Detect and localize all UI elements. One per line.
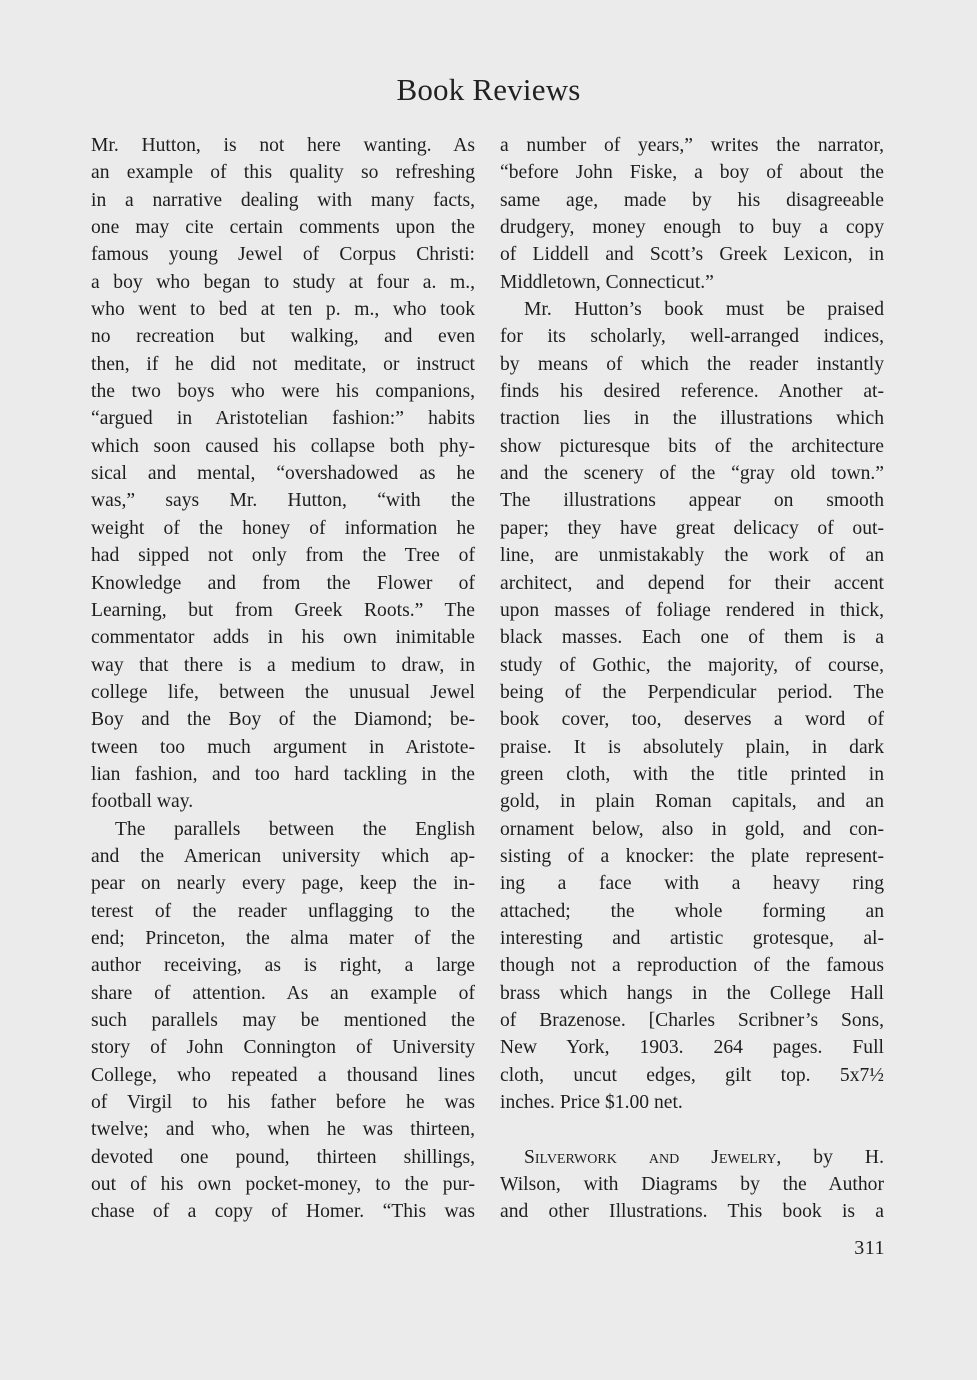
- text-line: for its scholarly, well-arranged indices,: [500, 326, 884, 348]
- text-line: inches. Price $1.00 net.: [500, 1092, 683, 1114]
- text-line: being of the Perpendicular period. The: [500, 681, 884, 703]
- text-line: sisting of a knocker: the plate represent-: [500, 845, 884, 867]
- text-line: and other Illustrations. This book is a: [500, 1201, 884, 1223]
- text-line: famous young Jewel of Corpus Christi:: [91, 244, 475, 266]
- text-line: Boy and the Boy of the Diamond; be-: [91, 709, 475, 731]
- text-line: College, who repeated a thousand lines: [91, 1064, 475, 1086]
- text-line: green cloth, with the title printed in: [500, 763, 884, 785]
- text-line: drudgery, money enough to buy a copy: [500, 217, 884, 239]
- text-line: paper; they have great delicacy of out-: [500, 517, 884, 539]
- left-column: [91, 132, 475, 1226]
- text-line: brass which hangs in the College Hall: [500, 982, 884, 1004]
- text-line: story of John Connington of University: [91, 1037, 475, 1059]
- text-line: a boy who began to study at four a. m.,: [91, 271, 475, 293]
- text-line: lian fashion, and too hard tackling in the: [91, 763, 475, 785]
- text-line: show picturesque bits of the architecture: [500, 435, 884, 457]
- text-line: black masses. Each one of them is a: [500, 627, 884, 649]
- text-line: line, are unmistakably the work of an: [500, 545, 884, 567]
- text-line: devoted one pound, thirteen shillings,: [91, 1146, 475, 1168]
- text-line: share of attention. As an example of: [91, 982, 475, 1004]
- text-line: upon masses of foliage rendered in thick,: [500, 599, 884, 621]
- text-line: finds his desired reference. Another at-: [500, 381, 884, 403]
- text-line: same age, made by his disagreeable: [500, 189, 884, 211]
- text-line: the two boys who were his companions,: [91, 381, 475, 403]
- text-line: ing a face with a heavy ring: [500, 873, 884, 895]
- text-line: had sipped not only from the Tree of: [91, 545, 475, 567]
- text-line: which soon caused his collapse both phy-: [91, 435, 475, 457]
- text-line: then, if he did not meditate, or instruct: [91, 353, 475, 375]
- text-line: who went to bed at ten p. m., who took: [91, 299, 475, 321]
- text-line: Learning, but from Greek Roots.” The: [91, 599, 475, 621]
- text-line: pear on nearly every page, keep the in-: [91, 873, 475, 895]
- right-column: [500, 132, 884, 1226]
- text-line: “before John Fiske, a boy of about the: [500, 162, 884, 184]
- text-line: such parallels may be mentioned the: [91, 1010, 475, 1031]
- page-title: Book Reviews: [396, 72, 581, 107]
- text-line: praise. It is absolutely plain, in dark: [500, 736, 884, 758]
- text-line: chase of a copy of Homer. “This was: [91, 1201, 475, 1223]
- text-line: Wilson, with Diagrams by the Author: [500, 1174, 884, 1196]
- text-line: book cover, too, deserves a word of: [500, 709, 884, 731]
- text-line: study of Gothic, the majority, of course,: [500, 654, 884, 676]
- text-line: college life, between the unusual Jewel: [91, 681, 475, 703]
- text-line: traction lies in the illustrations which: [500, 408, 884, 430]
- review-author-lead: by H.: [781, 1146, 884, 1168]
- text-line: sical and mental, “overshadowed as he: [91, 463, 475, 485]
- text-line: of Virgil to his father before he was: [91, 1092, 475, 1114]
- text-line: The illustrations appear on smooth: [500, 490, 884, 512]
- text-line: a number of years,” writes the narrator,: [500, 135, 884, 156]
- text-line: commentator adds in his own inimitable: [91, 627, 475, 649]
- text-line: ornament below, also in gold, and con-: [500, 818, 884, 840]
- text-line: way that there is a medium to draw, in: [91, 654, 475, 676]
- text-line: author receiving, as is right, a large: [91, 955, 475, 977]
- review-title: Silverwork and Jewelry,: [524, 1146, 782, 1168]
- text-line: cloth, uncut edges, gilt top. 5x7½: [500, 1064, 884, 1086]
- text-line: by means of which the reader instantly: [500, 353, 884, 375]
- text-line: and the scenery of the “gray old town.”: [500, 463, 884, 485]
- text-line: an example of this quality so refreshing: [91, 162, 475, 184]
- text-line: Mr. Hutton, is not here wanting. As: [91, 135, 475, 156]
- text-line: in a narrative dealing with many facts,: [91, 189, 475, 211]
- text-line: interesting and artistic grotesque, al-: [500, 927, 884, 949]
- page-number: 311: [854, 1237, 885, 1259]
- text-line: gold, in plain Roman capitals, and an: [500, 791, 884, 813]
- text-line: The parallels between the English: [115, 818, 475, 840]
- text-line: architect, and depend for their accent: [500, 572, 884, 594]
- text-line: of Brazenose. [Charles Scribner’s Sons,: [500, 1010, 884, 1031]
- text-line: though not a reproduction of the famous: [500, 955, 884, 977]
- text-line: and the American university which ap-: [91, 845, 475, 867]
- text-line: tween too much argument in Aristote-: [91, 736, 475, 758]
- text-line: of Liddell and Scott’s Greek Lexicon, in: [500, 244, 884, 266]
- text-line: no recreation but walking, and even: [91, 326, 475, 348]
- paragraph-gap: [500, 1116, 884, 1143]
- text-line: out of his own pocket-money, to the pur-: [91, 1174, 475, 1196]
- text-line: end; Princeton, the alma mater of the: [91, 927, 475, 949]
- text-line: weight of the honey of information he: [91, 517, 475, 539]
- text-line: Mr. Hutton’s book must be praised: [524, 299, 884, 321]
- text-line: New York, 1903. 264 pages. Full: [500, 1037, 884, 1059]
- text-line: football way.: [91, 791, 194, 813]
- text-line: twelve; and who, when he was thirteen,: [91, 1119, 475, 1141]
- text-line: Middletown, Connecticut.”: [500, 271, 714, 293]
- text-line: terest of the reader unflagging to the: [91, 900, 475, 922]
- review-heading-line: [500, 1144, 884, 1171]
- text-line: “argued in Aristotelian fashion:” habits: [91, 408, 475, 430]
- text-line: attached; the whole forming an: [500, 900, 884, 922]
- text-line: Knowledge and from the Flower of: [91, 572, 475, 594]
- text-line: one may cite certain comments upon the: [91, 217, 475, 239]
- text-line: was,” says Mr. Hutton, “with the: [91, 490, 475, 512]
